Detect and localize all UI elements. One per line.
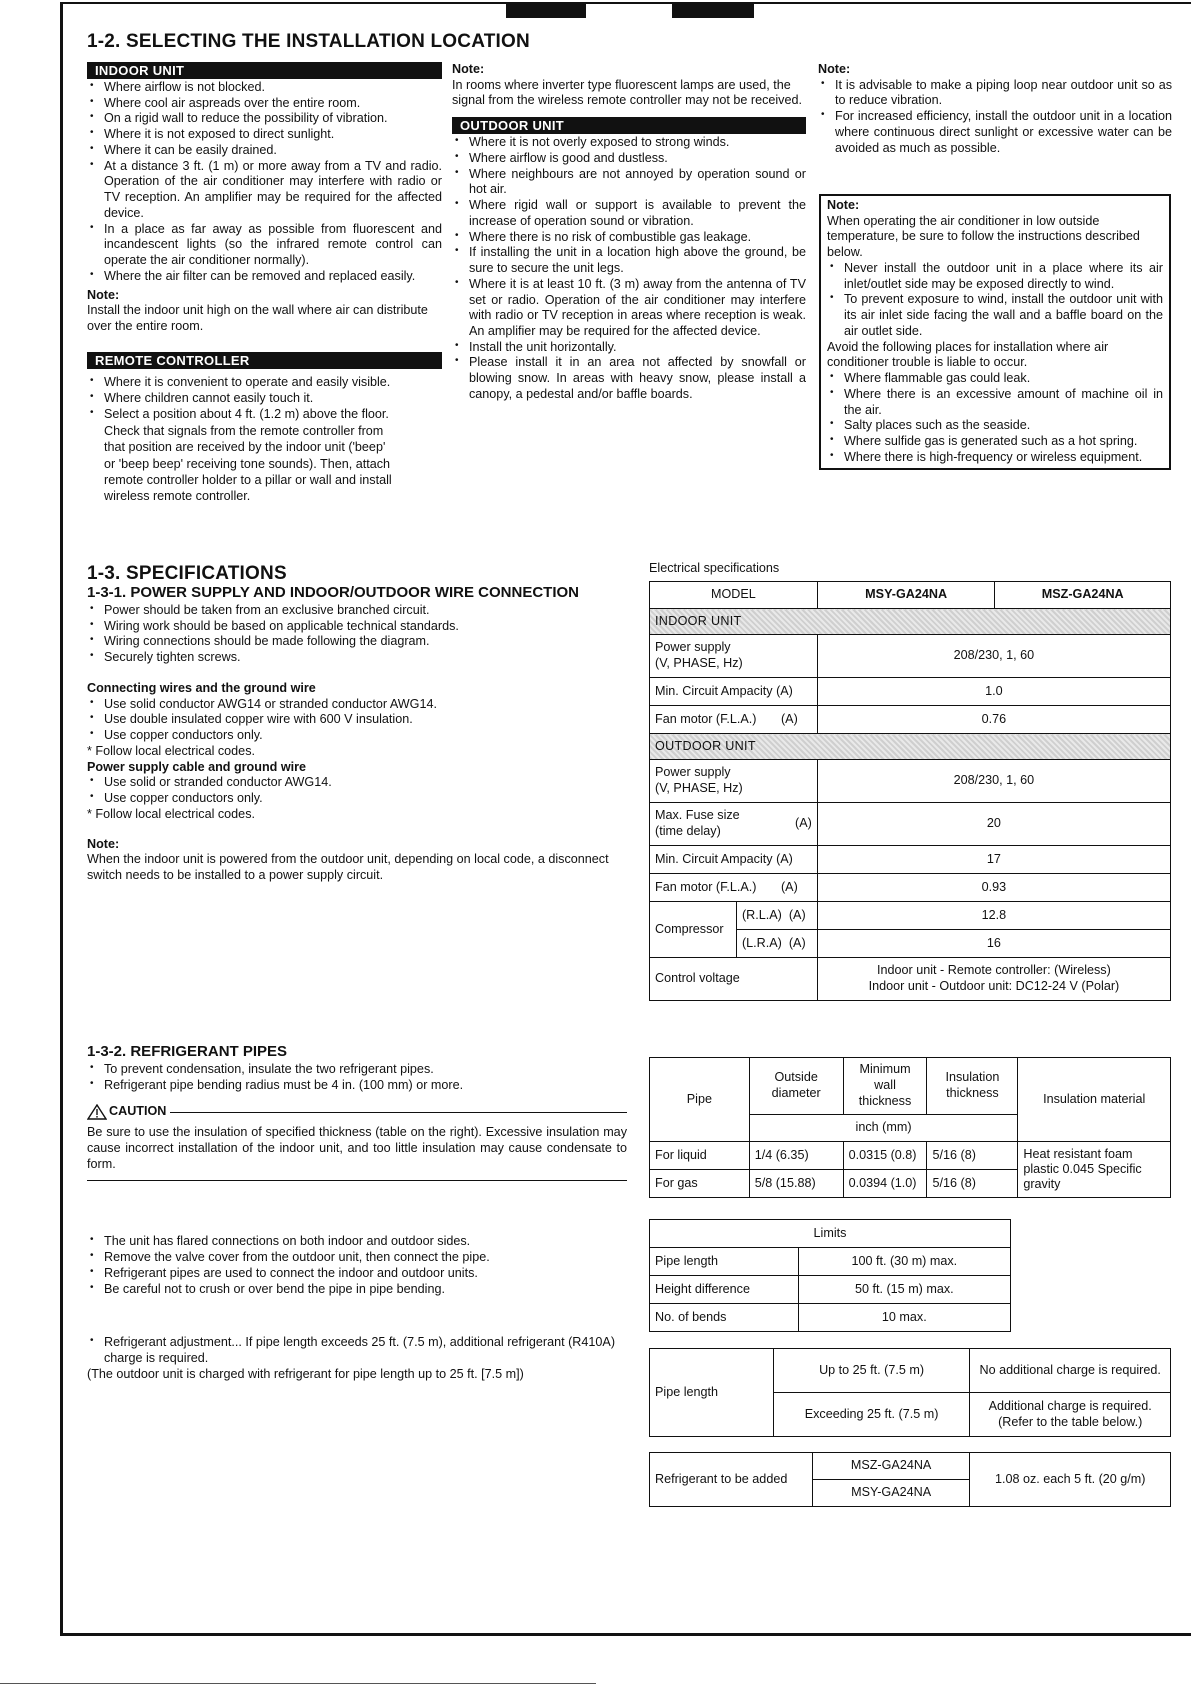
right-note-1 [818, 62, 1172, 156]
wall-thickness-header: Minimum wall thickness [843, 1058, 927, 1115]
electrical-spec-table [649, 581, 1171, 1001]
indoor-unit-block [87, 62, 442, 335]
indoor-note-label: Note: [87, 287, 120, 302]
unit-row: inch (mm) [749, 1115, 1018, 1142]
list-item: • Where the air filter can be removed and replaced easily. [87, 269, 442, 285]
list-item: • For increased efficiency, install the outdoor unit in a location where continuous direct sunlight or excessive water can be avoided as much as possible. [818, 109, 1172, 156]
list-item: • To prevent exposure to wind, install the outdoor unit with its air inlet side facing the wall and a baffle board on the air outlet side. [827, 292, 1163, 339]
table-cell: 208/230, 1, 60 [817, 635, 1170, 678]
refrigerant-added-table [649, 1452, 1171, 1507]
section-title-specifications: 1-3. SPECIFICATIONS [87, 563, 287, 584]
table-cell: 100 ft. (30 m) max. [798, 1248, 1010, 1276]
table-cell: 5/16 (8) [927, 1170, 1018, 1198]
list-item: • Where it is convenient to operate and easily visible. [87, 375, 442, 391]
table-cell: Height difference [650, 1276, 799, 1304]
table-cell: Additional charge is required. (Refer to the table below.) [970, 1393, 1171, 1437]
table-cell: Indoor unit - Remote controller: (Wireless) Indoor unit - Outdoor unit: DC12-24 V (Polar) [817, 958, 1170, 1001]
limits-table-wrap [649, 1219, 1011, 1332]
list-item: • Where rigid wall or support is available to prevent the increase of operation sound or vibration. [452, 198, 806, 229]
table-cell: 12.8 [817, 902, 1170, 930]
pipe-table [649, 1057, 1171, 1198]
power-list [87, 603, 627, 666]
outdoor-unit-header: OUTDOOR UNIT [452, 117, 806, 134]
middle-column [452, 62, 806, 403]
list-item: • Never install the outdoor unit in a place where its air inlet/outlet side may be exposed directly to wind. [827, 261, 1163, 292]
row-label: Fan motor (F.L.A.) (A) [650, 706, 818, 734]
refrigerant-added-label: Refrigerant to be added [650, 1453, 813, 1507]
list-item: • Where it can be easily drained. [87, 143, 442, 159]
list-item: • Where it is not exposed to direct sunlight. [87, 127, 442, 143]
list-item: • Where it is not overly exposed to strong winds. [452, 135, 806, 151]
power-cable-footnote: * Follow local electrical codes. [87, 806, 255, 821]
caution-label: CAUTION [109, 1104, 167, 1119]
list-item: • Use copper conductors only. [87, 791, 627, 807]
row-label: (R.L.A) (A) [736, 902, 817, 930]
row-label: Power supply (V, PHASE, Hz) [650, 635, 818, 678]
list-item: • Where there is no risk of combustible gas leakage. [452, 230, 806, 246]
refrigerant-list [87, 1062, 627, 1093]
table-cell: 0.0315 (0.8) [843, 1142, 927, 1170]
table-cell: No additional charge is required. [970, 1349, 1171, 1393]
top-tab-mark [672, 2, 754, 18]
caution-text: Be sure to use the insulation of specified thickness (table on the right). Excessive insulation may cause incorrect installation of the indoor unit, and too little insulation may cause condensate to form. [87, 1125, 627, 1181]
insulation-material-cell: Heat resistant foam plastic 0.045 Specific gravity [1018, 1142, 1171, 1198]
caution-rule [170, 1112, 627, 1125]
right-note-2-intro: When operating the air conditioner in low outside temperature, be sure to follow the instructions described below. [827, 213, 1140, 260]
mid-note-label: Note: [452, 62, 485, 76]
right-note-2-list-a [827, 261, 1163, 340]
table-cell: 208/230, 1, 60 [817, 760, 1170, 803]
list-item: • Where flammable gas could leak. [827, 371, 1163, 387]
power-supply-text [87, 603, 627, 884]
list-item: • The unit has flared connections on both indoor and outdoor sides. [87, 1234, 627, 1250]
list-item: • Use solid or stranded conductor AWG14. [87, 775, 627, 791]
list-item: • Refrigerant pipe bending radius must be 4 in. (100 mm) or more. [87, 1078, 627, 1094]
row-label: Fan motor (F.L.A.) (A) [650, 874, 818, 902]
list-item: • If installing the unit in a location high above the ground, be sure to secure the unit legs. [452, 245, 806, 276]
top-tab-mark [506, 2, 586, 18]
insulation-material-header: Insulation material [1018, 1058, 1171, 1142]
list-item: • Please install it in an area not affected by snowfall or blowing snow. In areas with heavy snow, please install a canopy, a pedestal and/or baffle boards. [452, 355, 806, 402]
list-item: • Refrigerant adjustment... If pipe length exceeds 25 ft. (7.5 m), additional refrigerant (R410A) charge is required. [87, 1335, 627, 1366]
list-item: • Where sulfide gas is generated such as a hot spring. [827, 434, 1163, 450]
charge-table [649, 1348, 1171, 1437]
list-item: • Wiring connections should be made following the diagram. [87, 634, 627, 650]
footer-rule [0, 1683, 596, 1684]
refrigerant-adjustment-note: (The outdoor unit is charged with refrigerant for pipe length up to 25 ft. [7.5 m]) [87, 1366, 524, 1381]
row-label: Power supply (V, PHASE, Hz) [650, 760, 818, 803]
warning-triangle-icon [87, 1104, 107, 1125]
outdoor-unit-band: OUTDOOR UNIT [650, 734, 1171, 760]
table-cell: 1.08 oz. each 5 ft. (20 g/m) [970, 1453, 1171, 1507]
right-note-1-list [818, 78, 1172, 157]
subsection-title-refrigerant: 1-3-2. REFRIGERANT PIPES [87, 1043, 288, 1060]
outside-diameter-header: Outside diameter [749, 1058, 843, 1115]
table-cell: 10 max. [798, 1304, 1010, 1332]
list-item: • Use copper conductors only. [87, 728, 627, 744]
list-item: • Where airflow is not blocked. [87, 80, 442, 96]
model-a-header: MSY-GA24NA [817, 582, 995, 609]
table-cell: 1/4 (6.35) [749, 1142, 843, 1170]
control-voltage-label: Control voltage [650, 958, 818, 1001]
table-cell: Up to 25 ft. (7.5 m) [773, 1349, 970, 1393]
table-cell: MSZ-GA24NA [812, 1453, 970, 1480]
list-item: • Remove the valve cover from the outdoor unit, then connect the pipe. [87, 1250, 627, 1266]
table-cell: 0.0394 (1.0) [843, 1170, 927, 1198]
power-note-label: Note: [87, 836, 120, 851]
right-note-2-box [819, 194, 1171, 470]
remote-controller-header: REMOTE CONTROLLER [87, 352, 442, 369]
mid-note-text: In rooms where inverter type fluorescent lamps are used, the signal from the wireless remote controller may not be received. [452, 77, 802, 108]
table-cell: No. of bends [650, 1304, 799, 1332]
remote-controller-list [87, 375, 442, 505]
table-cell: For liquid [650, 1142, 750, 1170]
right-note-1-label: Note: [818, 62, 851, 76]
pipe-header: Pipe [650, 1058, 750, 1142]
model-b-header: MSZ-GA24NA [995, 582, 1171, 609]
list-item: • At a distance 3 ft. (1 m) or more away from a TV and radio. Operation of the air conditioner may interfere with radio or TV reception. An amplifier may be required for the affected device. [87, 159, 442, 222]
pipe-connection-list [87, 1234, 627, 1297]
limits-table [649, 1219, 1011, 1332]
refrigerant-added-table-wrap [649, 1452, 1171, 1507]
table-cell: 16 [817, 930, 1170, 958]
refrigerant-adjustment-list [87, 1335, 627, 1366]
row-label: (L.R.A) (A) [736, 930, 817, 958]
list-item: • Where cool air aspreads over the entire room. [87, 96, 442, 112]
section-title-location: 1-2. SELECTING THE INSTALLATION LOCATION [87, 31, 530, 52]
indoor-note-text: Install the indoor unit high on the wall where air can distribute over the entire room. [87, 303, 428, 334]
right-note-2-list-b [827, 371, 1163, 465]
list-item: • Where it is at least 10 ft. (3 m) away from the antenna of TV set or radio. Operation of the air conditioner may interfere with radio or TV reception in areas where reception is weak. An amplifier may be required for the affected device. [452, 277, 806, 340]
list-item: • Where there is an excessive amount of machine oil in the air. [827, 387, 1163, 418]
power-note-text: When the indoor unit is powered from the outdoor unit, depending on local code, a disconnect switch needs to be installed to a power supply circuit. [87, 852, 609, 883]
charge-table-wrap [649, 1348, 1171, 1437]
list-item: • Where airflow is good and dustless. [452, 151, 806, 167]
connecting-wires-list [87, 697, 627, 744]
list-item: • It is advisable to make a piping loop near outdoor unit so as to reduce vibration. [818, 78, 1172, 109]
table-cell: MSY-GA24NA [812, 1480, 970, 1507]
table-cell: 20 [817, 803, 1170, 846]
electrical-spec-table-wrap [649, 581, 1171, 1001]
refrigerant-text [87, 1062, 627, 1383]
table-cell: 17 [817, 846, 1170, 874]
list-item: • Where children cannot easily touch it. [87, 391, 442, 407]
table-cell: 0.93 [817, 874, 1170, 902]
list-item: • Where neighbours are not annoyed by operation sound or hot air. [452, 167, 806, 198]
charge-pipe-length-label: Pipe length [650, 1349, 774, 1437]
connecting-wires-footnote: * Follow local electrical codes. [87, 743, 255, 758]
indoor-unit-list [87, 80, 442, 285]
table-cell: For gas [650, 1170, 750, 1198]
list-item: • Select a position about 4 ft. (1.2 m) above the floor. Check that signals from the remote controller from that position are received by the indoor unit ('beep' or 'beep beep' receiving tone sounds). Then, attach remote controller holder to a pillar or wall and install wireless remote controller. [87, 406, 442, 504]
list-item: • To prevent condensation, insulate the two refrigerant pipes. [87, 1062, 627, 1078]
compressor-label: Compressor [650, 902, 737, 958]
table-cell: 5/8 (15.88) [749, 1170, 843, 1198]
right-note-2-label: Note: [827, 198, 860, 212]
table-cell: Pipe length [650, 1248, 799, 1276]
indoor-unit-band: INDOOR UNIT [650, 609, 1171, 635]
list-item: • Salty places such as the seaside. [827, 418, 1163, 434]
subsection-title-power: 1-3-1. POWER SUPPLY AND INDOOR/OUTDOOR WIRE CONNECTION [87, 584, 579, 601]
list-item: • On a rigid wall to reduce the possibility of vibration. [87, 111, 442, 127]
list-item: • Securely tighten screws. [87, 650, 627, 666]
table-cell: Exceeding 25 ft. (7.5 m) [773, 1393, 970, 1437]
list-item: • Install the unit horizontally. [452, 340, 806, 356]
table-cell: 50 ft. (15 m) max. [798, 1276, 1010, 1304]
outdoor-unit-list [452, 135, 806, 402]
model-header: MODEL [650, 582, 818, 609]
power-cable-list [87, 775, 627, 806]
connecting-wires-title: Connecting wires and the ground wire [87, 680, 316, 695]
pipe-table-wrap [649, 1057, 1171, 1198]
row-label: Min. Circuit Ampacity (A) [650, 846, 818, 874]
power-cable-title: Power supply cable and ground wire [87, 759, 307, 774]
list-item: • Power should be taken from an exclusive branched circuit. [87, 603, 627, 619]
row-label: Min. Circuit Ampacity (A) [650, 678, 818, 706]
list-item: • Refrigerant pipes are used to connect the indoor and outdoor units. [87, 1266, 627, 1282]
row-label: Max. Fuse size (time delay) (A) [650, 803, 818, 846]
list-item: • Use double insulated copper wire with 600 V insulation. [87, 712, 627, 728]
list-item: • In a place as far away as possible from fluorescent and incandescent lights (so the infrared remote control can operate the air conditioner normally). [87, 222, 442, 269]
electrical-spec-caption: Electrical specifications [649, 561, 780, 575]
remote-controller-block [87, 352, 442, 505]
table-cell: 5/16 (8) [927, 1142, 1018, 1170]
table-cell: 0.76 [817, 706, 1170, 734]
caution-heading [87, 1104, 627, 1125]
right-note-2-middle: Avoid the following places for installation where air conditioner trouble is liable to occur. [827, 339, 1109, 370]
list-item: • Be careful not to crush or over bend the pipe in pipe bending. [87, 1282, 627, 1298]
indoor-unit-header: INDOOR UNIT [87, 62, 442, 79]
list-item: • Use solid conductor AWG14 or stranded conductor AWG14. [87, 697, 627, 713]
table-cell: 1.0 [817, 678, 1170, 706]
list-item: • Wiring work should be based on applicable technical standards. [87, 619, 627, 635]
insulation-thickness-header: Insulation thickness [927, 1058, 1018, 1115]
list-item: • Where there is high-frequency or wireless equipment. [827, 450, 1163, 466]
limits-header: Limits [650, 1220, 1011, 1248]
